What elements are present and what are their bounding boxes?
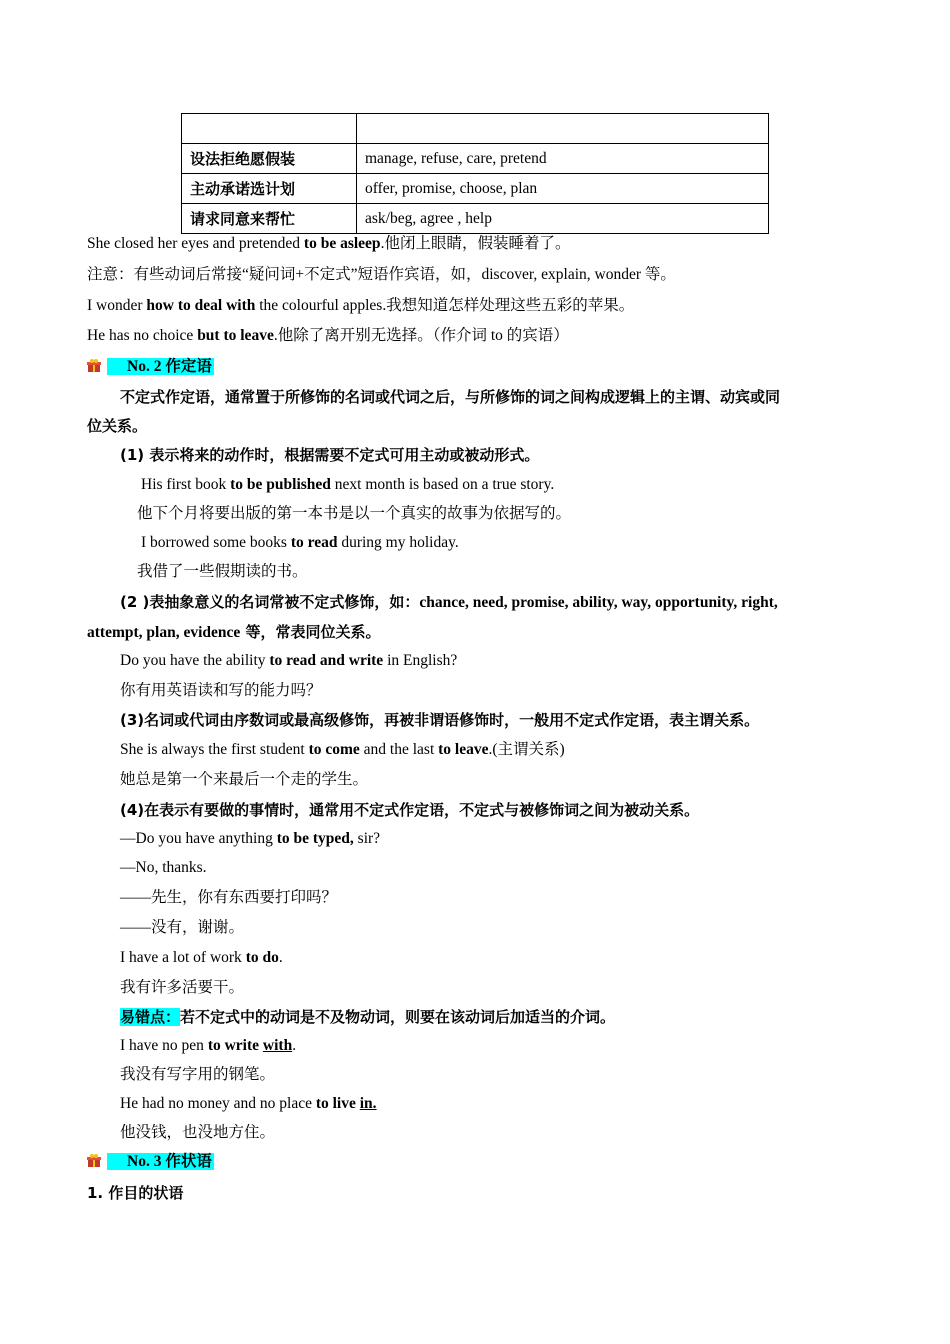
table-cell: 请求同意来帮忙 — [182, 204, 357, 234]
example-line: He had no money and no place to live in. — [120, 1095, 377, 1112]
rule-heading: (3)名词或代词由序数词或最高级修饰，再被非谓语修饰时，一般用不定式作定语，表主谓关系。 — [120, 711, 760, 729]
section-heading — [87, 357, 214, 377]
example-line: She is always the first student to come and the last to leave.(主谓关系) — [120, 741, 565, 758]
example-line: Do you have the ability to read and write in English? — [120, 652, 458, 669]
note-line: 注意：有些动词后常接“疑问词+不定式”短语作宾语，如，discover, explain, wonder 等。 — [87, 266, 676, 283]
section-title: No. 2 作定语 — [107, 358, 214, 375]
table-cell: ask/beg, agree , help — [357, 204, 769, 234]
rule-heading: (2 )表抽象意义的名词常被不定式修饰，如：chance, need, promise, ability, way, opportunity, right, — [120, 593, 778, 611]
table-cell — [357, 114, 769, 144]
translation-line: 我有许多活要干。 — [120, 979, 245, 996]
table-row — [182, 144, 769, 174]
verb-table — [181, 113, 769, 234]
translation-line: 他下个月将要出版的第一本书是以一个真实的故事为依据写的。 — [137, 505, 572, 522]
example-line: I have no pen to write with. — [120, 1037, 297, 1054]
table-cell: manage, refuse, care, pretend — [357, 144, 769, 174]
subheading: 1. 作目的状语 — [87, 1184, 184, 1202]
translation-line: ——先生，你有东西要打印吗？ — [120, 889, 338, 906]
example-line: I have a lot of work to do. — [120, 949, 283, 966]
tip-label: 易错点： — [120, 1008, 181, 1026]
rule-heading: (4)在表示有要做的事情时，通常用不定式作定语，不定式与被修饰词之间为被动关系。 — [120, 801, 700, 819]
translation-line: ——没有，谢谢。 — [120, 919, 245, 936]
example-line: —Do you have anything to be typed, sir? — [120, 830, 381, 847]
translation-line: 她总是第一个来最后一个走的学生。 — [120, 771, 369, 788]
table-cell: 设法拒绝愿假装 — [182, 144, 357, 174]
table-row — [182, 204, 769, 234]
table-cell: offer, promise, choose, plan — [357, 174, 769, 204]
translation-line: 我没有写字用的钢笔。 — [120, 1066, 276, 1083]
paragraph: 不定式作定语，通常置于所修饰的名词或代词之后，与所修饰的词之间构成逻辑上的主谓、动宾或同 — [120, 388, 781, 406]
tip-line: 易错点：若不定式中的动词是不及物动词，则要在该动词后加适当的介词。 — [120, 1008, 616, 1026]
section-title: No. 3 作状语 — [107, 1153, 214, 1170]
table-row — [182, 174, 769, 204]
table-cell: 主动承诺选计划 — [182, 174, 357, 204]
translation-line: 他没钱，也没地方住。 — [120, 1124, 276, 1141]
example-line: I borrowed some books to read during my holiday. — [141, 534, 459, 551]
example-line: He has no choice but to leave.他除了离开别无选择。（作介词 to 的宾语） — [87, 327, 569, 344]
table-row — [182, 114, 769, 144]
paragraph: 位关系。 — [87, 417, 148, 435]
gift-icon — [87, 359, 101, 373]
example-line: His first book to be published next month is based on a true story. — [141, 476, 555, 493]
translation-line: 我借了一些假期读的书。 — [137, 563, 308, 580]
rule-heading: (1) 表示将来的动作时，根据需要不定式可用主动或被动形式。 — [120, 446, 540, 464]
translation-line: 你有用英语读和写的能力吗？ — [120, 682, 322, 699]
example-line: She closed her eyes and pretended to be asleep.他闭上眼睛，假装睡着了。 — [87, 235, 571, 252]
table-cell — [182, 114, 357, 144]
rule-heading: attempt, plan, evidence 等，常表同位关系。 — [87, 623, 381, 641]
gift-icon — [87, 1154, 101, 1168]
section-heading — [87, 1152, 214, 1172]
example-line: I wonder how to deal with the colourful apples.我想知道怎样处理这些五彩的苹果。 — [87, 297, 635, 314]
example-line: —No, thanks. — [120, 859, 207, 876]
